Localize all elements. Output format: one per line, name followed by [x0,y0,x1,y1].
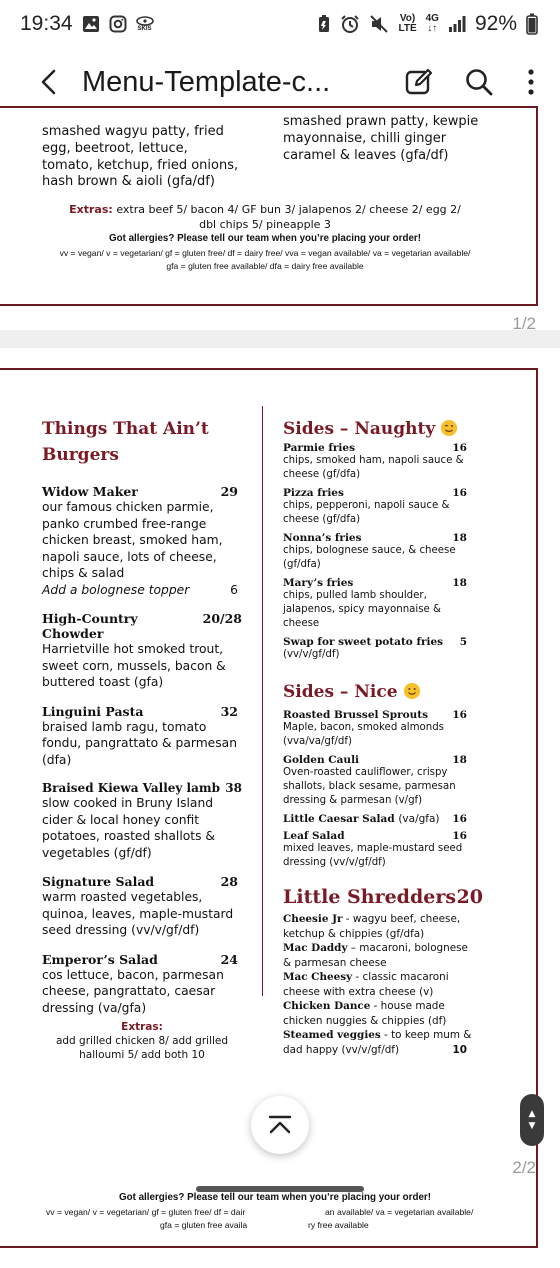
instagram-icon [109,15,127,33]
item-price: 38 [225,781,242,795]
item-description: our famous chicken parmie, panko crumbed free-range chicken breast, smoked ham, napoli sauce, lots of cheese, chips & salad [42,500,223,580]
kids-item-name: Chicken Dance [283,1000,371,1012]
burger-description-right: smashed prawn patty, kewpie mayonnaise, chilli ginger caramel & leaves (gfa/df) [283,114,479,163]
side-item [283,577,479,631]
kids-item-name: Mac Daddy [283,942,348,954]
item-price: 29 [220,484,238,499]
naughty-heading [283,416,479,442]
kids-item-description: – macaroni, bolognese & parmesan cheese [283,942,468,969]
naughty-heading-text: Sides – Naughty [283,419,436,439]
pdf-viewer[interactable] [0,114,560,1230]
item-description: Harrietville hot smoked trout, sweet corn, mussels, bacon & buttered toast (gfa) [42,642,226,689]
page-number-2: 2/2 [512,1158,536,1177]
side-price: 16 [452,813,467,825]
side-description: chips, smoked ham, napoli sauce & cheese (gf/dfa) [283,455,464,480]
side-price: 18 [452,577,467,589]
allergy-note: Got allergies? Please tell our team when you’re placing your order! [109,233,421,244]
side-name: Mary’s fries [283,577,354,589]
kids-item-name: Mac Cheesy [283,971,353,983]
kids-item-description: - classic macaroni cheese with extra cheese (v) [283,971,449,998]
status-bar [0,0,560,48]
side-name: Little Caesar Salad [283,813,395,825]
edit-button[interactable] [393,56,445,108]
battery-icon [526,13,538,35]
side-description: chips, bolognese sauce, & cheese (gf/dfa) [283,545,456,570]
item-name: High-Country Chowder [42,611,138,641]
side-price: 16 [452,487,467,499]
side-item [283,532,479,572]
kids-item-price: 10 [452,1043,467,1056]
network-indicator [426,14,439,34]
kids-menu-list [283,912,479,1057]
item-addon-price: 6 [230,582,238,597]
side-price: 18 [452,532,467,544]
smile-emoji-icon [404,683,420,699]
edit-icon [404,67,434,97]
kids-item-description: - wagyu beef, cheese, ketchup & chippies (gf/dfa) [283,913,461,940]
skis-label: SKIS [137,25,152,32]
data-arrows-icon: ↓↑ [427,23,438,34]
nice-heading [283,679,479,705]
back-button[interactable] [20,52,80,112]
side-description: chips, pulled lamb shoulder, jalapenos, spicy mayonnaise & cheese [283,590,442,629]
kids-item [283,1028,479,1057]
battery-saver-icon [317,14,331,34]
side-name: Swap for sweet potato fries [283,636,444,648]
left-extras [42,1020,242,1062]
naughty-sides-list [283,442,479,662]
item-description: warm roasted vegetables, quinoa, leaves, maple-mustard seed dressing (vv/v/gf/df) [42,890,234,937]
burger-description-left: smashed wagyu patty, fried egg, beetroot, lettuce, tomato, ketchup, fried onions, hash brown & aioli (gfa/df) [42,124,239,190]
side-name: Golden Cauli [283,754,360,766]
kids-item-description: - to keep mum & dad happy (vv/v/gf/df) [283,1029,472,1056]
item-name: Widow Maker [42,484,138,499]
gallery-icon [82,15,100,33]
wink-emoji-icon [441,420,457,436]
shredders-price: 20 [456,886,483,908]
mute-icon [369,14,389,34]
menu-item [42,484,242,598]
side-price: 18 [452,754,467,766]
item-name: Braised Kiewa Valley lamb [42,781,220,795]
side-description: (vv/v/gf/df) [283,649,340,660]
extras-text: add grilled chicken 8/ add grilled halloumi 5/ add both 10 [55,1035,229,1061]
kids-item-name: Steamed veggies [283,1029,381,1041]
column-divider [262,406,263,996]
side-name: Parmie fries [283,442,356,454]
side-name: Pizza fries [283,487,344,499]
extras-label: Extras: [121,1021,163,1033]
things-heading: Things That Ain’t Burgers [42,419,209,465]
kids-item-name: Cheesie Jr [283,913,343,925]
menu-item [42,781,242,861]
alarm-icon [340,14,360,34]
extras-text: extra beef 5/ bacon 4/ GF bun 3/ jalapenos 2/ cheese 2/ egg 2/ dbl chips 5/ pineapple 3 [116,203,461,231]
left-column [42,396,242,1062]
dietary-legend-line-1: vv = vegan/ v = vegetarian/ gf = gluten free/ df = dairy free/ vva = vegan available/ va = vegetarian available/ [59,248,471,258]
chevron-down-icon: ▼ [528,1121,536,1131]
more-vert-icon [526,68,536,96]
page-number-1: 1/2 [512,314,536,333]
allergy-note: Got allergies? Please tell our team when you’re placing your order! [119,1192,431,1203]
document-title: Menu-Template-c... [82,65,331,98]
side-name: Leaf Salad [283,830,345,842]
dietary-legend-line-1-continued: an available/ va = vegetarian available/ [325,1207,474,1217]
item-description: cos lettuce, bacon, parmesan cheese, pangrattato, caesar dressing (va/gfa) [42,967,224,1015]
dietary-legend-line-2: gfa = gluten free availa [160,1220,248,1230]
side-price: 16 [452,709,467,721]
scroll-top-icon [267,1115,293,1135]
skis-icon [136,16,154,33]
menu-item [42,704,242,769]
fast-scroll-handle[interactable] [520,1094,544,1146]
kids-item [283,999,479,1028]
item-addon: Add a bolognese topper [42,582,190,597]
side-price: 16 [452,830,467,842]
item-name: Signature Salad [42,874,155,889]
kids-item [283,941,479,970]
side-item [283,830,479,870]
volte-indicator [398,14,416,34]
kids-item [283,912,479,941]
network-label: 4G [425,13,439,24]
side-name: Nonna’s fries [283,532,362,544]
nice-sides-list [283,709,479,870]
menu-item [42,611,242,691]
nice-heading-text: Sides – Nice [283,682,398,702]
kids-item-description: - house made chicken nuggies & chippies (df) [283,1000,447,1027]
side-item [283,709,479,749]
item-name: Emperor’s Salad [42,951,158,967]
shredders-heading-text: Little Shredders [283,886,457,908]
page-1 [0,116,560,330]
back-arrow-icon [36,68,64,96]
kids-item [283,970,479,999]
shredders-heading [283,884,483,910]
burger-extras [60,202,470,232]
side-item [283,813,479,825]
side-item [283,442,479,482]
lte-label: LTE [398,23,417,34]
volte-label: Vo) [399,13,416,24]
side-description: Maple, bacon, smoked almonds (vva/va/gf/df) [283,722,444,747]
side-item [283,754,479,808]
search-button[interactable] [453,56,505,108]
gesture-nav-bar[interactable] [196,1186,364,1192]
right-column [283,396,483,1057]
dietary-legend-line-2: gfa = gluten free available/ dfa = dairy free available [166,261,364,271]
side-item [283,636,479,662]
item-description: braised lamb ragu, tomato fondu, pangrattato & parmesan (dfa) [42,719,237,767]
menu-item [42,874,242,939]
side-price: 5 [459,636,467,648]
battery-percent: 92% [474,12,517,35]
signal-icon [448,15,466,33]
side-description: chips, pepperoni, napoli sauce & cheese (gf/dfa) [283,500,450,525]
status-time: 19:34 [20,12,73,35]
side-item [283,487,479,527]
dietary-legend-line-1: vv = vegan/ v = vegetarian/ gf = gluten free/ df = dair [46,1207,246,1217]
item-name: Linguini Pasta [42,703,144,719]
side-name: Roasted Brussel Sprouts [283,709,429,721]
side-description: mixed leaves, maple-mustard seed dressing (vv/v/gf/df) [283,843,463,868]
scroll-to-top-button[interactable] [251,1096,309,1154]
side-name-suffix: (va/gfa) [398,813,440,825]
more-options-button[interactable] [505,56,557,108]
search-icon [464,67,494,97]
item-price: 24 [220,951,238,967]
side-description: Oven-roasted cauliflower, crispy shallots, black sesame, parmesan dressing & parmesan (v/gf) [283,767,456,806]
menu-item [42,952,242,1017]
item-price: 28 [220,874,238,889]
dietary-legend-line-2-continued: ry free available [308,1220,369,1230]
side-price: 16 [452,442,467,454]
item-price: 32 [220,703,238,719]
item-description: slow cooked in Bruny Island cider & local honey confit potatoes, roasted shallots & vegetables (gf/df) [42,796,215,860]
chevron-up-icon: ▲ [528,1109,536,1119]
item-price: 20/28 [202,611,242,626]
extras-label: Extras: [69,203,113,216]
